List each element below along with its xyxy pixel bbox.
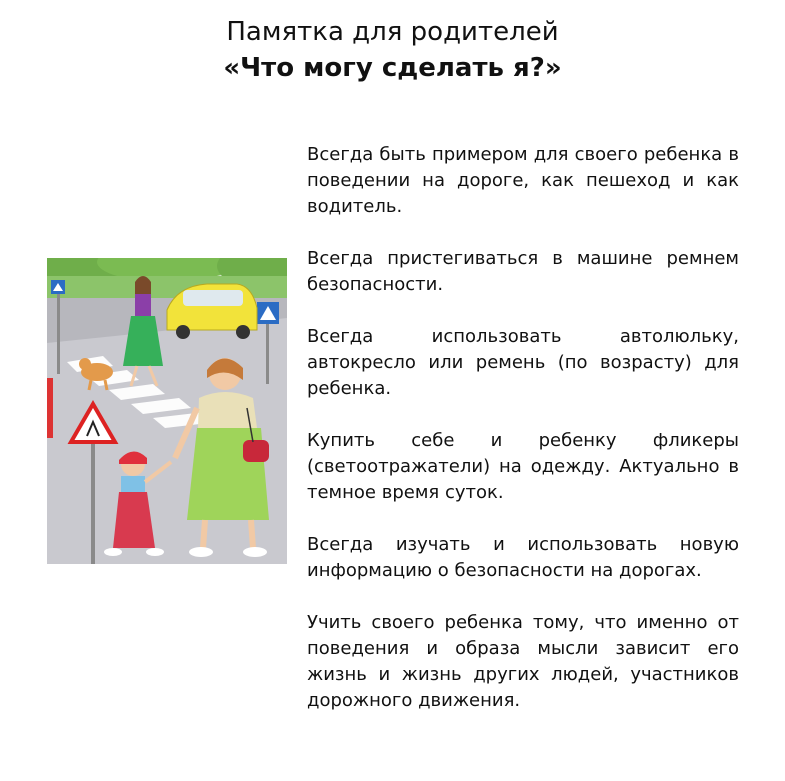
tip-item: Всегда пристегиваться в машине ремнем безопасности. [307, 248, 739, 295]
tip-item: Всегда изучать и использовать новую информацию о безопасности на дорогах. [307, 534, 739, 581]
tip-item: Учить своего ребенка тому, что именно от поведения и образа мысли зависит его жизнь и жизнь других людей, участников дорожного движения. [307, 612, 739, 711]
header [0, 14, 785, 86]
tip-item: Всегда быть примером для своего ребенка в поведении на дороге, как пешеход и как водитель. [307, 144, 739, 217]
crosswalk-illustration [47, 258, 287, 564]
parent-child-crosswalk-illustration-icon [47, 258, 287, 564]
tip-item: Всегда использовать автолюльку, автокресло или ремень (по возрасту) для ребенка. [307, 326, 739, 399]
tips-list [307, 142, 739, 740]
page-title: Памятка для родителей [226, 17, 559, 47]
page-subtitle: «Что могу сделать я?» [223, 53, 562, 83]
tip-item: Купить себе и ребенку фликеры (светоотражатели) на одежду. Актуально в темное время суток. [307, 430, 739, 503]
